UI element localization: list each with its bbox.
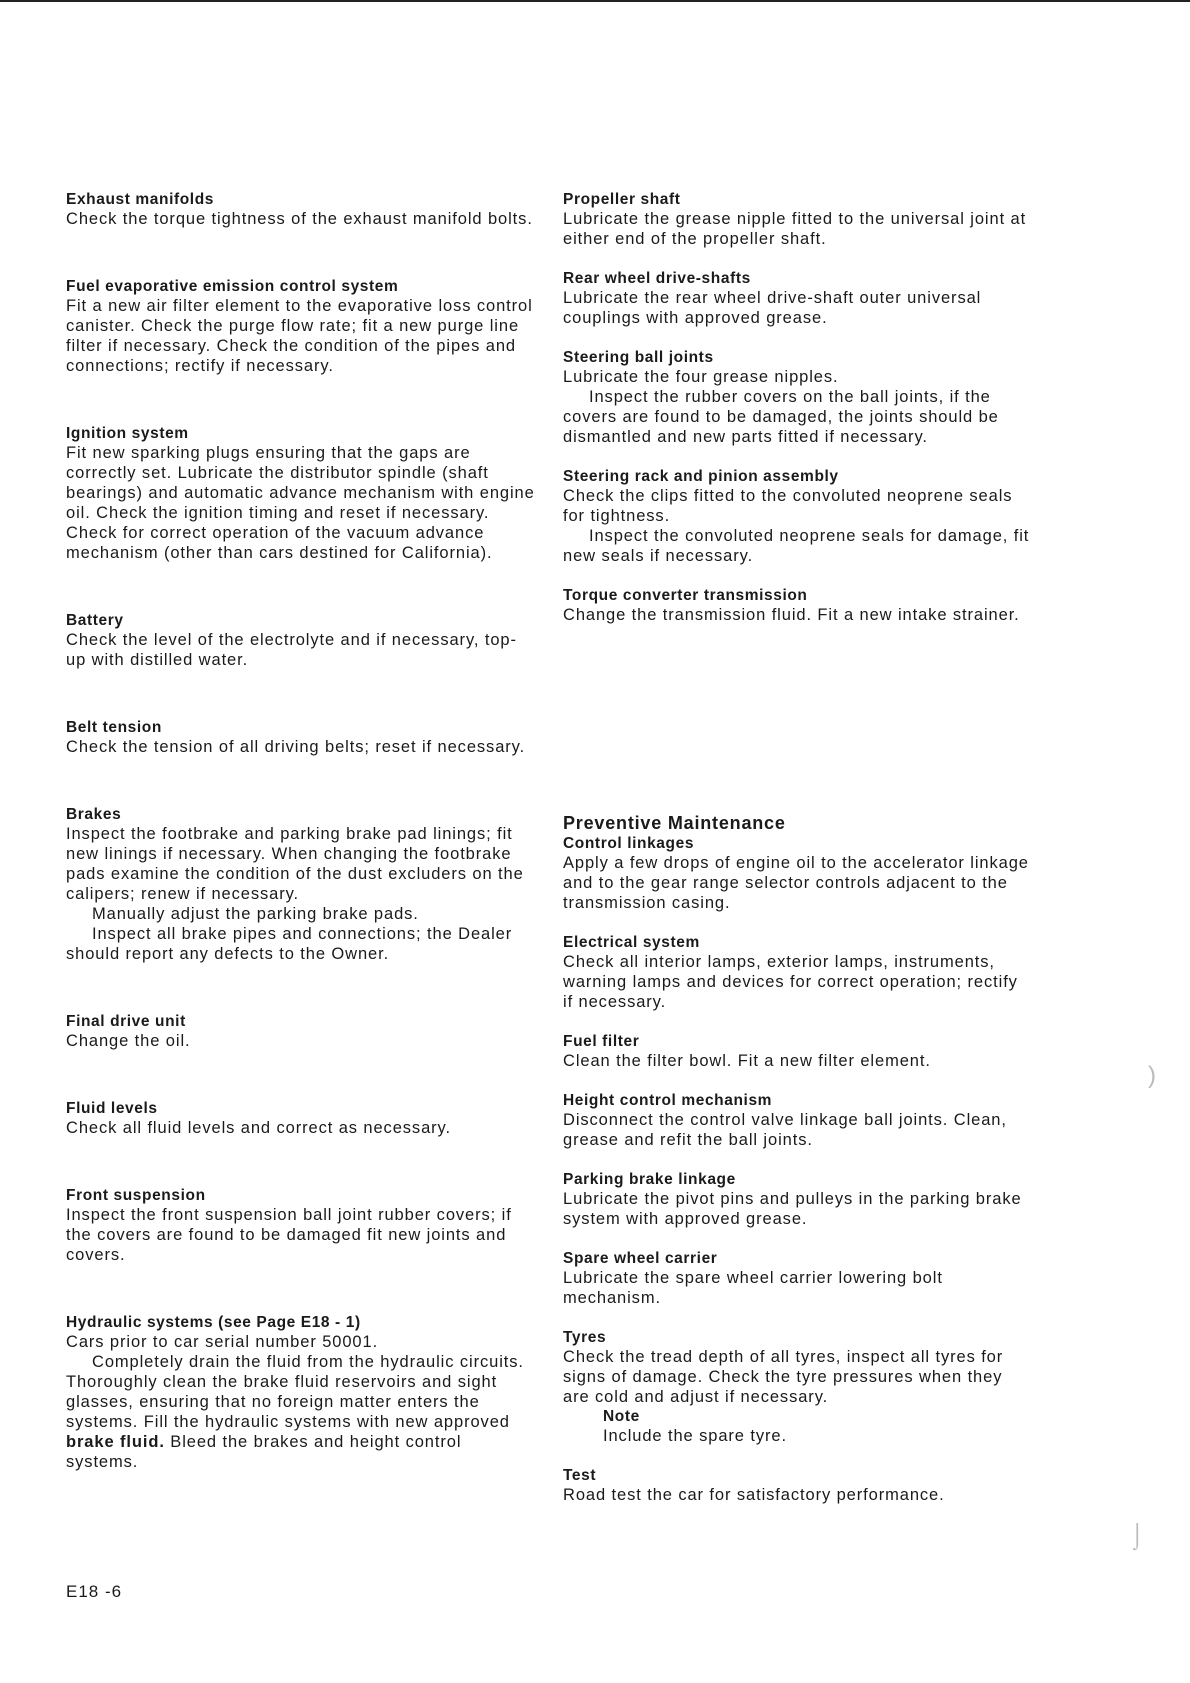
section-text: Lubricate the grease nipple fitted to the universal joint at either end of the propeller shaft. — [563, 210, 1027, 248]
section-heading: Steering ball joints — [563, 349, 714, 366]
section-text: Inspect the footbrake and parking brake pad linings; fit new linings if necessary. When changing the footbrake pads examine the condition of the dust excluders on the calipers; renew if necessary. — [66, 825, 524, 903]
scan-mark: ⌡ — [1130, 1522, 1145, 1549]
note-text: Include the spare tyre. — [603, 1427, 787, 1445]
section-heading: Propeller shaft — [563, 191, 681, 208]
section-heading: Fuel evaporative emission control system — [66, 278, 399, 295]
section-text: Check the level of the electrolyte and if necessary, top-up with distilled water. — [66, 631, 517, 669]
section-brakes — [66, 805, 536, 964]
section-heading: Rear wheel drive-shafts — [563, 270, 751, 287]
section-text: Clean the filter bowl. Fit a new filter element. — [563, 1052, 931, 1070]
section-text: Lubricate the pivot pins and pulleys in the parking brake system with approved grease. — [563, 1190, 1022, 1228]
text-run: Bleed the brakes and height control systems. — [66, 1433, 462, 1471]
section-belt-tension — [66, 718, 536, 757]
section-tyres — [563, 1328, 1033, 1446]
section-heading: Battery — [66, 612, 124, 629]
left-column — [66, 190, 536, 1520]
section-text: Lubricate the rear wheel drive-shaft outer universal couplings with approved grease. — [563, 289, 982, 327]
text-run: Completely drain the fluid from the hydraulic circuits. Thoroughly clean the brake fluid reservoirs and sight glasses, ensuring that no foreign matter enters the systems. Fill the hydraulic systems with new approved — [66, 1353, 524, 1431]
scan-mark: ) — [1148, 1062, 1156, 1089]
preventive-maintenance-title: Preventive Maintenance — [563, 813, 786, 833]
section-text: Check the torque tightness of the exhaust manifold bolts. — [66, 210, 533, 228]
section-heading: Torque converter transmission — [563, 587, 808, 604]
section-text: Check the tension of all driving belts; reset if necessary. — [66, 738, 526, 756]
section-heading: Control linkages — [563, 835, 695, 852]
section-text: Change the transmission fluid. Fit a new intake strainer. — [563, 606, 1020, 624]
section-heading: Tyres — [563, 1329, 607, 1346]
section-text: Disconnect the control valve linkage ball joints. Clean, grease and refit the ball joints. — [563, 1111, 1007, 1149]
section-heading: Fuel filter — [563, 1033, 640, 1050]
section-fuel-filter — [563, 1032, 1033, 1071]
top-border-line — [0, 0, 1190, 2]
section-text: Inspect the front suspension ball joint rubber covers; if the covers are found to be damaged fit new joints and covers. — [66, 1206, 512, 1264]
section-heading: Steering rack and pinion assembly — [563, 468, 839, 485]
section-text: Check all fluid levels and correct as necessary. — [66, 1119, 451, 1137]
section-control-linkages — [563, 834, 1033, 913]
bold-term: brake fluid. — [66, 1433, 165, 1451]
section-text: Change the oil. — [66, 1032, 191, 1050]
section-test — [563, 1466, 1033, 1505]
section-heading: Test — [563, 1467, 597, 1484]
section-exhaust-manifolds — [66, 190, 536, 229]
section-text: Inspect the convoluted neoprene seals for damage, fit new seals if necessary. — [563, 527, 1030, 565]
section-final-drive — [66, 1012, 536, 1051]
section-text: Cars prior to car serial number 50001. — [66, 1333, 379, 1351]
section-torque-converter — [563, 586, 1033, 625]
section-ignition-system — [66, 424, 536, 563]
spacer — [563, 645, 1033, 813]
section-front-suspension — [66, 1186, 536, 1265]
section-heading: Electrical system — [563, 934, 700, 951]
section-heading: Final drive unit — [66, 1013, 186, 1030]
section-heading: Fluid levels — [66, 1100, 158, 1117]
section-battery — [66, 611, 536, 670]
section-text: Check all interior lamps, exterior lamps, instruments, warning lamps and devices for correct operation; rectify if necessary. — [563, 953, 1018, 1011]
section-spare-wheel-carrier — [563, 1249, 1033, 1308]
section-text: Lubricate the spare wheel carrier lowering bolt mechanism. — [563, 1269, 943, 1307]
section-text: Road test the car for satisfactory performance. — [563, 1486, 945, 1504]
section-text: Fit new sparking plugs ensuring that the gaps are correctly set. Lubricate the distributor spindle (shaft bearings) and automatic advance mechanism with engine oil. Check the ignition timing and reset if necessary. Check for correct operation of the vacuum advance mechanism (other than cars destined for California). — [66, 444, 535, 562]
section-parking-brake-linkage — [563, 1170, 1033, 1229]
section-heading: Hydraulic systems (see Page E18 - 1) — [66, 1314, 361, 1331]
section-heading: Spare wheel carrier — [563, 1250, 718, 1267]
section-hydraulic-systems — [66, 1313, 536, 1472]
section-text: Lubricate the four grease nipples. — [563, 368, 839, 386]
section-heading: Belt tension — [66, 719, 162, 736]
section-text: Inspect all brake pipes and connections; the Dealer should report any defects to the Owner. — [66, 925, 513, 963]
section-fuel-evaporative — [66, 277, 536, 376]
section-text: Manually adjust the parking brake pads. — [92, 905, 419, 923]
section-text: Check the clips fitted to the convoluted neoprene seals for tightness. — [563, 487, 1013, 525]
section-heading: Front suspension — [66, 1187, 206, 1204]
section-text: Inspect the rubber covers on the ball joints, if the covers are found to be damaged, the joints should be dismantled and new parts fitted if necessary. — [563, 388, 999, 446]
section-electrical-system — [563, 933, 1033, 1012]
section-rear-wheel-drive-shafts — [563, 269, 1033, 328]
section-text: Check the tread depth of all tyres, inspect all tyres for signs of damage. Check the tyre pressures when they are cold and adjust if necessary. — [563, 1348, 1004, 1406]
section-steering-ball-joints — [563, 348, 1033, 447]
section-text: Apply a few drops of engine oil to the accelerator linkage and to the gear range selector controls adjacent to the transmission casing. — [563, 854, 1029, 912]
page-number: E18 -6 — [66, 1582, 123, 1601]
right-column — [563, 190, 1033, 1525]
section-heading: Ignition system — [66, 425, 189, 442]
section-propeller-shaft — [563, 190, 1033, 249]
section-text — [66, 1352, 536, 1472]
section-text: Fit a new air filter element to the evaporative loss control canister. Check the purge flow rate; fit a new purge line filter if necessary. Check the condition of the pipes and connections; rectify if necessary. — [66, 297, 533, 375]
section-heading: Parking brake linkage — [563, 1171, 736, 1188]
note-heading: Note — [603, 1408, 640, 1425]
section-heading: Brakes — [66, 806, 122, 823]
section-fluid-levels — [66, 1099, 536, 1138]
section-steering-rack — [563, 467, 1033, 566]
section-height-control — [563, 1091, 1033, 1150]
section-heading: Exhaust manifolds — [66, 191, 215, 208]
section-heading: Height control mechanism — [563, 1092, 773, 1109]
